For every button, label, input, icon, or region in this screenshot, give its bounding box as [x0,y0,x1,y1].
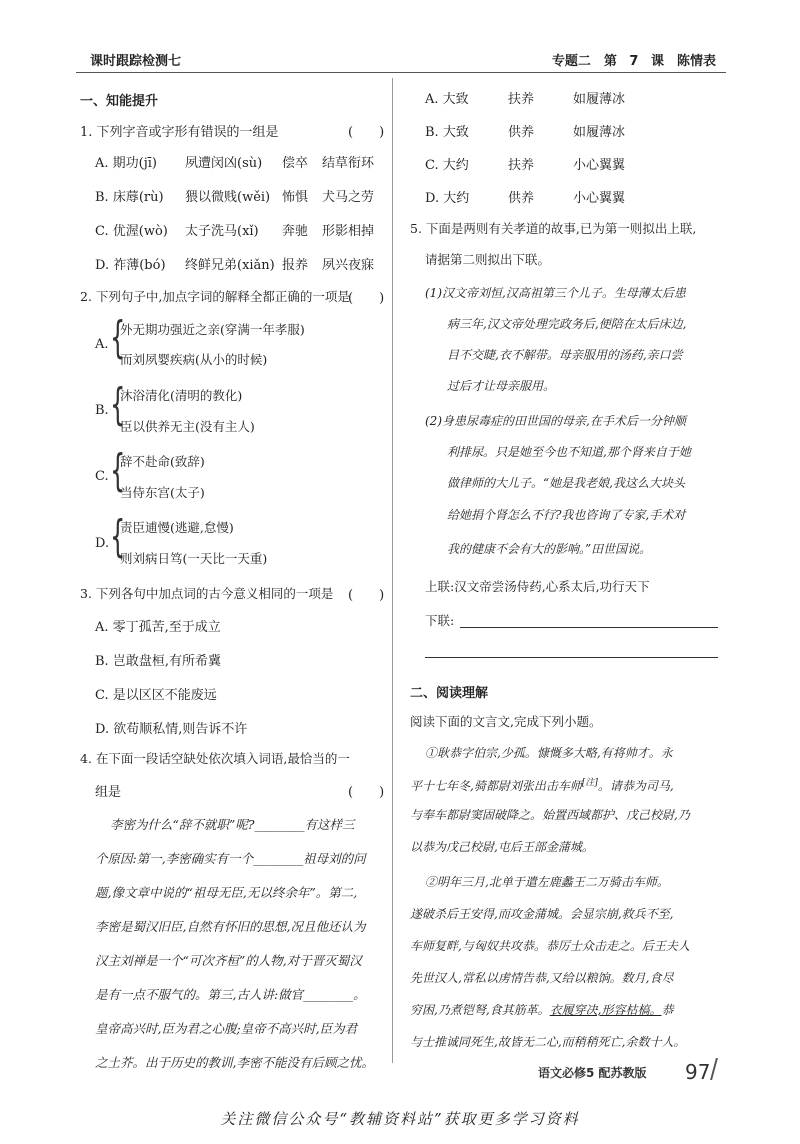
q4-d-1: D. 大约 [425,191,470,206]
story1-line: (1)汉文帝刘恒,汉高祖第三个儿子。生母薄太后患 [425,286,686,300]
story1-line: 过后才让母亲服用。 [447,379,556,393]
q2-b-label: B. [95,403,109,418]
reading-intro: 阅读下面的文言文,完成下列小题。 [410,714,602,729]
story2-line: (2)身患尿毒症的田世国的母亲,在手术后一分钟顺 [425,414,686,428]
header-rule [76,72,726,73]
note-marker: [注] [581,778,598,788]
passage-line: 车师复畔,与匈奴共攻恭。恭厉士众击走之。后王夫人 [410,939,690,953]
footer-book-title: 语文必修5 配苏教版 [538,1066,647,1080]
passage-line-part: 平十七年冬,骑都尉刘张出击车师 [410,779,582,793]
section-2-heading: 二、阅读理解 [410,686,489,701]
q3-stem: 3. 下列各句中加点词的古今意义相同的一项是 [80,586,334,601]
q3-option-c: C. 是以区区不能废远 [95,688,217,703]
q1-b-3: 怖惧 [282,190,309,205]
q5-answer-line-2[interactable] [425,657,718,658]
q1-d-2: 终鲜兄弟(xiǎn) [185,258,275,273]
q4-line: 李密为什么“辞不就职”呢?________有这样三 [110,817,355,832]
story1-line: 病三年,汉文帝处理完政务后,便陪在太后床边, [447,317,687,331]
passage-line: ②明年三月,北单于遣左鹿蠡王二万骑击车师。 [425,875,669,889]
q2-a-line1: 外无期功强近之亲(穿满一年孝服) [120,322,305,337]
q4-paren: ( ) [348,785,385,800]
passage-line-part: 恭 [661,1003,674,1017]
brace-icon: { [110,445,126,496]
passage-line: 以恭为戊己校尉,屯后王部金蒲城。 [410,840,594,854]
passage-line-part: 穷困,乃煮铠弩,食其筋革。 [410,1003,550,1017]
passage-line [410,775,674,794]
q2-b-line2: 臣以供养无主(没有主人) [120,419,255,434]
passage-line [410,1001,673,1018]
q1-a-3: 偿卒 [282,156,309,171]
column-divider [392,78,393,1063]
q4-c-1: C. 大约 [425,158,469,173]
q4-stem-line2: 组是 [95,785,122,800]
q1-b-2: 猥以微贱(wěi) [185,190,271,205]
header-right-title: 专题二 第 7 课 陈情表 [551,54,716,69]
header-left-title: 课时跟踪检测七 [90,54,182,69]
q1-a-1: A. 期功(jī) [95,156,157,171]
q4-line: 之土芥。出于历史的教训,李密不能没有后顾之忧。 [95,1055,374,1070]
brace-icon: { [110,511,126,562]
q2-a-line2: 而刘夙婴疾病(从小的时候) [120,352,268,367]
q1-paren: ( ) [348,125,385,140]
story2-line: 做律师的大儿子。“她是我老娘,我这么大块头 [447,476,685,490]
q4-line: 题,像文章中说的“祖母无臣,无以终余年”。第二, [95,885,358,900]
underlined-sentence: 衣履穿决,形容枯槁。 [549,1003,662,1017]
page-slash [710,1058,718,1080]
q2-a-label: A. [95,337,109,352]
q4-a-3: 如履薄冰 [573,92,626,107]
passage-line: 遂破杀后王安得,而攻金蒲城。会显宗崩,救兵不至, [410,907,674,921]
q1-a-2: 夙遭闵凶(sù) [185,156,263,171]
brace-icon: { [110,312,126,363]
q3-option-a: A. 零丁孤苦,至于成立 [95,620,221,635]
q2-c-label: C. [95,469,109,484]
passage-line: 与士推诚同死生,故皆无二心,而稍稍死亡,余数十人。 [410,1035,686,1049]
q2-stem: 2. 下列句子中,加点字词的解释全都正确的一项是 [80,289,350,304]
q4-line: 个原因:第一,李密确实有一个________祖母刘的问 [95,851,366,866]
q4-b-2: 供养 [508,125,535,140]
q2-paren: ( ) [348,291,385,306]
q4-a-1: A. 大致 [425,92,469,107]
q4-d-2: 供养 [508,191,535,206]
q3-option-b: B. 岂敢盘桓,有所希冀 [95,654,221,669]
q5-answer-line[interactable] [460,627,718,628]
page-number: 97 [685,1060,711,1084]
q1-d-1: D. 祚薄(bó) [95,258,166,273]
q1-c-1: C. 优渥(wò) [95,224,168,239]
q5-stem-line2: 请据第二则拟出下联。 [425,252,551,267]
q5-upper-couplet: 上联:汉文帝尝汤侍药,心系太后,功行天下 [425,579,650,594]
q1-stem: 1. 下列字音或字形有错误的一组是 [80,125,279,140]
story2-line: 给她捐个肾怎么不行?我也咨询了专家,手术对 [447,508,686,522]
bottom-promo-text: 关注微信公众号“教辅资料站”获取更多学习资料 [220,1110,580,1128]
q4-c-2: 扶养 [508,158,535,173]
q4-a-2: 扶养 [508,92,535,107]
passage-line: 与奉车都尉窦固破降之。始置西域都护、戊己校尉,乃 [410,808,690,822]
q1-a-4: 结草衔环 [322,156,375,171]
q4-line: 汉主刘禅是一个“可次齐桓”的人物,对于晋灭蜀汉 [95,953,362,968]
q5-stem-line1: 5. 下面是两则有关孝道的故事,已为第一则拟出上联, [410,221,697,236]
q4-b-1: B. 大致 [425,125,469,140]
q5-lower-label: 下联: [425,613,455,628]
q1-d-4: 夙兴夜寐 [322,258,375,273]
q1-c-4: 形影相掉 [322,224,375,239]
q1-c-3: 奔驰 [282,224,309,239]
story2-line: 我的健康不会有大的影响。”田世国说。 [447,542,652,556]
q4-b-3: 如履薄冰 [573,125,626,140]
q3-option-d: D. 欲苟顺私情,则告诉不许 [95,722,248,737]
q4-c-3: 小心翼翼 [573,158,626,173]
q1-b-4: 犬马之劳 [322,190,375,205]
q2-c-line1: 辞不赴命(致辞) [120,454,205,469]
passage-line: 先世汉人,常私以虏情告恭,又给以粮饷。数月,食尽 [410,971,674,985]
q2-b-line1: 沐浴清化(清明的教化) [120,388,243,403]
q3-paren: ( ) [348,588,385,603]
story1-line: 目不交睫,衣不解带。母亲服用的汤药,亲口尝 [447,348,683,362]
q1-b-1: B. 床蓐(rù) [95,190,164,205]
story2-line: 利排尿。只是她至今也不知道,那个肾来自于她 [447,445,691,459]
q2-d-label: D. [95,536,110,551]
q4-line: 是有一点不服气的。第三,古人讲:做官________。 [95,987,366,1002]
passage-line: ①耿恭字伯宗,少孤。慷慨多大略,有将帅才。永 [425,746,673,760]
passage-line-part: 。请恭为司马, [597,779,674,793]
q2-d-line2: 则刘病日笃(一天比一天重) [120,551,268,566]
q4-stem-line1: 4. 在下面一段话空缺处依次填入词语,最恰当的一 [80,751,350,766]
q4-d-3: 小心翼翼 [573,191,626,206]
q1-c-2: 太子洗马(xǐ) [185,224,259,239]
brace-icon: { [110,379,126,430]
q2-d-line1: 责臣逋慢(逃避,怠慢) [120,520,234,535]
q4-line: 皇帝高兴时,臣为君之心腹;皇帝不高兴时,臣为君 [95,1021,358,1036]
q4-line: 李密是蜀汉旧臣,自然有怀旧的思想,况且他还认为 [95,919,366,934]
q2-c-line2: 当侍东宫(太子) [120,485,205,500]
q1-d-3: 报养 [282,258,309,273]
section-1-heading: 一、知能提升 [80,94,159,109]
